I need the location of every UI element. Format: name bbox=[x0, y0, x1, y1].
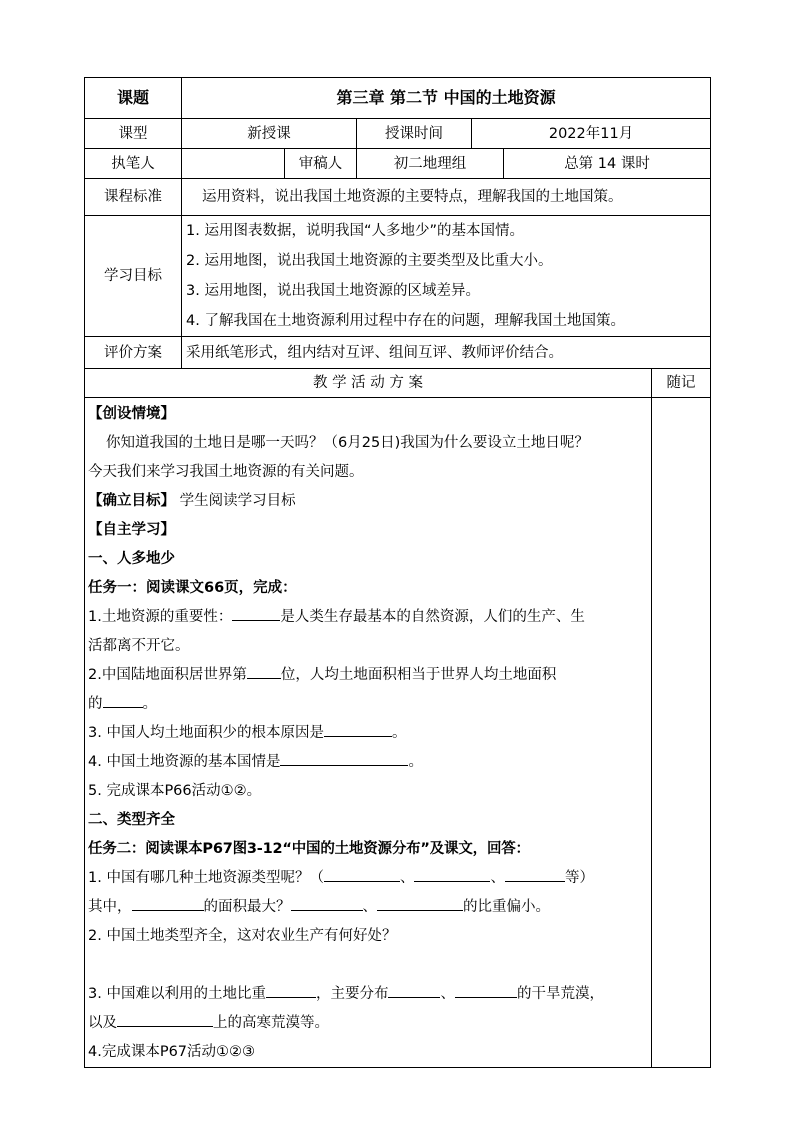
period-value: 总第 14 课时 bbox=[504, 149, 711, 179]
answer-blank[interactable] bbox=[455, 981, 517, 998]
body-text: 4.完成课本P67活动①②③ bbox=[88, 1044, 256, 1060]
question-text: 。 bbox=[391, 725, 407, 741]
task-title: 任务一：阅读课文66页，完成： bbox=[88, 580, 297, 596]
body-text: 活都离不开它。 bbox=[88, 638, 190, 654]
answer-blank[interactable] bbox=[280, 749, 408, 766]
question-row bbox=[88, 864, 648, 893]
lesson-plan-table bbox=[84, 77, 711, 1068]
lesson-plan bbox=[84, 77, 710, 1068]
standard-label: 课程标准 bbox=[85, 179, 182, 216]
answer-space[interactable] bbox=[88, 951, 648, 980]
question-row bbox=[88, 893, 648, 922]
question-text: 是人类生存最基本的自然资源，人们的生产、生 bbox=[280, 609, 585, 625]
time-value: 2022年11月 bbox=[472, 119, 711, 149]
goal-item: 3. 运用地图，说出我国土地资源的区域差异。 bbox=[186, 283, 480, 299]
body-text: 2. 中国土地类型齐全，这对农业生产有何好处？ bbox=[88, 928, 397, 944]
notes-column[interactable] bbox=[652, 398, 711, 1068]
answer-blank[interactable] bbox=[132, 894, 204, 911]
eval-value: 采用纸笔形式，组内结对互评、组间互评、教师评价结合。 bbox=[182, 337, 711, 369]
answer-blank[interactable] bbox=[324, 720, 392, 737]
author-label: 执笔人 bbox=[85, 149, 182, 179]
part-title: 二、类型齐全 bbox=[88, 812, 175, 828]
question-row bbox=[88, 980, 648, 1009]
question-row bbox=[88, 748, 648, 777]
author-value bbox=[182, 149, 285, 179]
eval-label: 评价方案 bbox=[85, 337, 182, 369]
goals-list bbox=[182, 216, 711, 337]
task-title: 任务二：阅读课本P67图3-12“中国的土地资源分布”及课文，回答： bbox=[88, 841, 530, 857]
answer-blank[interactable] bbox=[377, 894, 463, 911]
body-text: 学生阅读学习目标 bbox=[179, 493, 296, 509]
plan-content bbox=[85, 398, 652, 1068]
question-text: 、 bbox=[440, 986, 455, 1002]
question-text: 、 bbox=[490, 870, 505, 886]
topic-value: 第三章 第二节 中国的土地资源 bbox=[182, 78, 711, 119]
question-text: 其中， bbox=[88, 899, 132, 915]
goals-label: 学习目标 bbox=[85, 216, 182, 337]
reviewer-label: 审稿人 bbox=[285, 149, 357, 179]
body-text: 5. 完成课本P66活动①②。 bbox=[88, 783, 262, 799]
goal-item: 2. 运用地图，说出我国土地资源的主要类型及比重大小。 bbox=[186, 253, 553, 269]
question-text: 、 bbox=[399, 870, 415, 886]
answer-blank[interactable] bbox=[414, 865, 490, 882]
answer-blank[interactable] bbox=[291, 894, 363, 911]
question-text: 的比重偏小。 bbox=[463, 899, 550, 915]
goal-item: 1. 运用图表数据，说明我国“人多地少”的基本国情。 bbox=[186, 223, 524, 239]
standard-value: 运用资料，说出我国土地资源的主要特点，理解我国的土地国策。 bbox=[182, 179, 711, 216]
question-row bbox=[88, 1009, 648, 1038]
question-text: 3. 中国难以利用的土地比重 bbox=[88, 986, 266, 1002]
question-text: 2.中国陆地面积居世界第 bbox=[88, 667, 247, 683]
section-title: 【确立目标】 bbox=[88, 493, 175, 509]
question-text: 4. 中国土地资源的基本国情是 bbox=[88, 754, 281, 770]
question-text: 位，人均土地面积相当于世界人均土地面积 bbox=[280, 667, 557, 683]
section-row bbox=[88, 487, 648, 516]
question-row bbox=[88, 690, 648, 719]
question-row bbox=[88, 603, 648, 632]
notes-header: 随记 bbox=[652, 369, 711, 398]
question-text: 上的高寒荒漠等。 bbox=[213, 1015, 329, 1031]
question-text: ，主要分布 bbox=[315, 986, 389, 1002]
section-title: 【自主学习】 bbox=[88, 522, 175, 538]
question-text: 。 bbox=[142, 696, 157, 712]
answer-blank[interactable] bbox=[266, 981, 316, 998]
answer-blank[interactable] bbox=[247, 662, 281, 679]
body-text: 你知道我国的土地日是哪一天吗？（6月25日)我国为什么要设立土地日呢？ bbox=[106, 435, 589, 451]
reviewer-value: 初二地理组 bbox=[357, 149, 504, 179]
question-row bbox=[88, 719, 648, 748]
part-title: 一、人多地少 bbox=[88, 551, 175, 567]
answer-blank[interactable] bbox=[324, 865, 400, 882]
section-title: 【创设情境】 bbox=[88, 406, 175, 422]
question-text: 的面积最大？ bbox=[203, 899, 291, 915]
answer-blank[interactable] bbox=[505, 865, 565, 882]
topic-label: 课题 bbox=[85, 78, 182, 119]
question-row bbox=[88, 661, 648, 690]
body-text: 今天我们来学习我国土地资源的有关问题。 bbox=[88, 464, 364, 480]
answer-blank[interactable] bbox=[232, 604, 280, 621]
question-text: 1.土地资源的重要性： bbox=[88, 609, 233, 625]
question-text: 以及 bbox=[88, 1015, 117, 1031]
answer-blank[interactable] bbox=[103, 691, 143, 708]
plan-header: 教 学 活 动 方 案 bbox=[85, 369, 652, 398]
question-text: 等） bbox=[564, 870, 594, 886]
question-text: 。 bbox=[408, 754, 423, 770]
question-text: 1. 中国有哪几种土地资源类型呢？（ bbox=[88, 870, 324, 886]
question-text: 的 bbox=[88, 696, 103, 712]
question-text: 3. 中国人均土地面积少的根本原因是 bbox=[88, 725, 324, 741]
type-value: 新授课 bbox=[182, 119, 357, 149]
question-text: 的干旱荒漠， bbox=[516, 986, 604, 1002]
time-label: 授课时间 bbox=[357, 119, 472, 149]
goal-item: 4. 了解我国在土地资源利用过程中存在的问题，理解我国土地国策。 bbox=[186, 313, 625, 329]
answer-blank[interactable] bbox=[117, 1010, 213, 1027]
question-text: 、 bbox=[362, 899, 377, 915]
type-label: 课型 bbox=[85, 119, 182, 149]
answer-blank[interactable] bbox=[388, 981, 440, 998]
